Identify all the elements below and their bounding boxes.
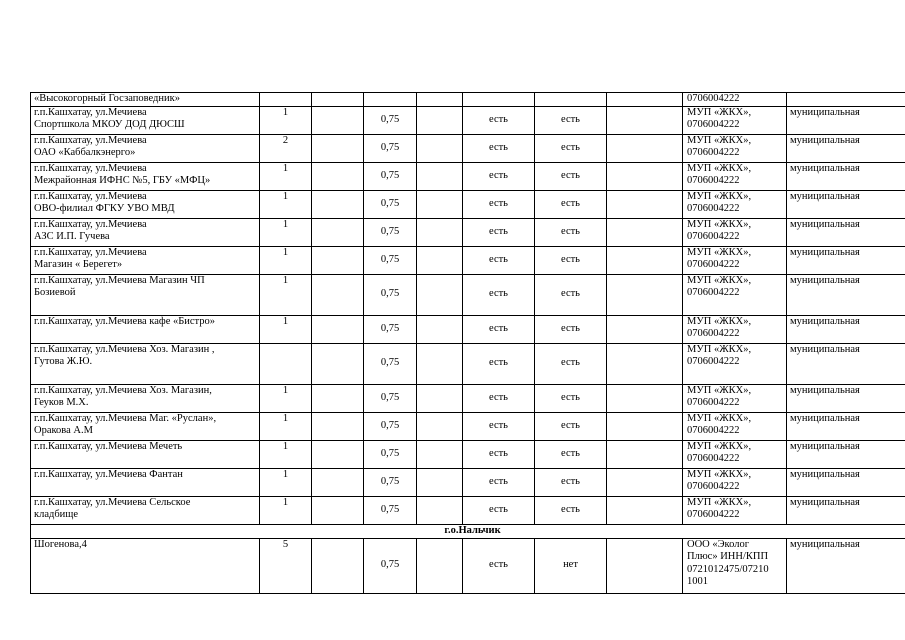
ownership-cell: муниципальная <box>787 412 905 440</box>
table-body-nalchik <box>31 538 905 593</box>
availability-cell: есть <box>463 134 535 162</box>
availability-cell: есть <box>535 496 607 524</box>
empty-cell <box>312 412 364 440</box>
table-row <box>31 246 905 274</box>
empty-cell <box>417 440 463 468</box>
empty-cell <box>312 162 364 190</box>
empty-cell <box>607 496 683 524</box>
table-body-kashkhatau <box>31 93 905 525</box>
empty-cell <box>312 468 364 496</box>
availability-cell: нет <box>535 538 607 593</box>
empty-cell <box>417 412 463 440</box>
empty-cell <box>417 496 463 524</box>
count-cell: 1 <box>260 190 312 218</box>
table-row <box>31 274 905 315</box>
empty-cell <box>607 440 683 468</box>
volume-cell: 0,75 <box>364 134 417 162</box>
availability-cell: есть <box>535 190 607 218</box>
count-cell: 1 <box>260 496 312 524</box>
ownership-cell: муниципальная <box>787 134 905 162</box>
table-row <box>31 162 905 190</box>
volume-cell: 0,75 <box>364 162 417 190</box>
availability-cell <box>463 93 535 107</box>
ownership-cell: муниципальная <box>787 538 905 593</box>
availability-cell: есть <box>463 315 535 343</box>
empty-cell <box>607 106 683 134</box>
ownership-cell: муниципальная <box>787 162 905 190</box>
availability-cell: есть <box>463 218 535 246</box>
table-row <box>31 343 905 384</box>
empty-cell <box>607 538 683 593</box>
operator-cell: ООО «Эколог Плюс» ИНН/КПП 0721012475/07210 1001 <box>683 538 787 593</box>
availability-cell: есть <box>463 343 535 384</box>
count-cell <box>260 93 312 107</box>
availability-cell: есть <box>535 106 607 134</box>
empty-cell <box>312 93 364 107</box>
operator-cell: МУП «ЖКХ», 0706004222 <box>683 246 787 274</box>
empty-cell <box>312 134 364 162</box>
empty-cell <box>312 190 364 218</box>
count-cell: 1 <box>260 315 312 343</box>
address-cell: г.п.Кашхатау, ул.Мечиева Сельское кладбище <box>31 496 260 524</box>
ownership-cell: муниципальная <box>787 384 905 412</box>
ownership-cell: муниципальная <box>787 468 905 496</box>
address-cell: г.п.Кашхатау, ул.Мечиева Мечеть <box>31 440 260 468</box>
empty-cell <box>312 246 364 274</box>
table-row <box>31 93 905 107</box>
empty-cell <box>607 343 683 384</box>
address-cell: г.п.Кашхатау, ул.Мечиева ОВО-филиал ФГКУ УВО МВД <box>31 190 260 218</box>
empty-cell <box>312 440 364 468</box>
address-cell: г.п.Кашхатау, ул.Мечиева Маг. «Руслан», Оракова А.М <box>31 412 260 440</box>
count-cell: 1 <box>260 468 312 496</box>
empty-cell <box>417 93 463 107</box>
operator-cell: МУП «ЖКХ», 0706004222 <box>683 440 787 468</box>
empty-cell <box>312 496 364 524</box>
count-cell: 1 <box>260 440 312 468</box>
empty-cell <box>417 134 463 162</box>
ownership-cell: муниципальная <box>787 106 905 134</box>
volume-cell <box>364 93 417 107</box>
availability-cell: есть <box>535 162 607 190</box>
availability-cell: есть <box>535 315 607 343</box>
address-cell: г.п.Кашхатау, ул.Мечиева ОАО «Каббалкэнерго» <box>31 134 260 162</box>
empty-cell <box>417 162 463 190</box>
availability-cell: есть <box>463 496 535 524</box>
table-row <box>31 538 905 593</box>
operator-cell: МУП «ЖКХ», 0706004222 <box>683 134 787 162</box>
empty-cell <box>607 190 683 218</box>
availability-cell: есть <box>535 134 607 162</box>
count-cell: 1 <box>260 246 312 274</box>
table-row <box>31 218 905 246</box>
operator-cell: МУП «ЖКХ», 0706004222 <box>683 190 787 218</box>
empty-cell <box>607 162 683 190</box>
empty-cell <box>417 106 463 134</box>
availability-cell <box>535 93 607 107</box>
empty-cell <box>417 384 463 412</box>
count-cell: 2 <box>260 134 312 162</box>
availability-cell: есть <box>535 218 607 246</box>
operator-cell: МУП «ЖКХ», 0706004222 <box>683 412 787 440</box>
count-cell: 5 <box>260 538 312 593</box>
empty-cell <box>312 538 364 593</box>
empty-cell <box>417 246 463 274</box>
address-cell: г.п.Кашхатау, ул.Мечиева Спортшкола МКОУ ДОД ДЮСШ <box>31 106 260 134</box>
count-cell: 1 <box>260 412 312 440</box>
table-row <box>31 315 905 343</box>
count-cell <box>260 343 312 384</box>
section-title: г.о.Нальчик <box>31 524 905 538</box>
operator-cell: МУП «ЖКХ», 0706004222 <box>683 343 787 384</box>
empty-cell <box>417 468 463 496</box>
table-row <box>31 440 905 468</box>
ownership-cell <box>787 93 905 107</box>
count-cell: 1 <box>260 218 312 246</box>
empty-cell <box>607 218 683 246</box>
availability-cell: есть <box>535 440 607 468</box>
availability-cell: есть <box>463 440 535 468</box>
availability-cell: есть <box>535 384 607 412</box>
empty-cell <box>417 218 463 246</box>
empty-cell <box>417 190 463 218</box>
volume-cell: 0,75 <box>364 190 417 218</box>
table-row <box>31 384 905 412</box>
empty-cell <box>607 315 683 343</box>
ownership-cell: муниципальная <box>787 274 905 315</box>
availability-cell: есть <box>535 343 607 384</box>
availability-cell: есть <box>463 106 535 134</box>
address-cell: г.п.Кашхатау, ул.Мечиева Фантан <box>31 468 260 496</box>
empty-cell <box>607 246 683 274</box>
operator-cell: МУП «ЖКХ», 0706004222 <box>683 218 787 246</box>
empty-cell <box>417 315 463 343</box>
count-cell: 1 <box>260 106 312 134</box>
table-section-nalchik <box>31 524 905 538</box>
volume-cell: 0,75 <box>364 468 417 496</box>
operator-cell: МУП «ЖКХ», 0706004222 <box>683 384 787 412</box>
availability-cell: есть <box>463 468 535 496</box>
address-cell: Шогенова,4 <box>31 538 260 593</box>
empty-cell <box>607 93 683 107</box>
address-cell: г.п.Кашхатау, ул.Мечиева Магазин ЧП Бозиевой <box>31 274 260 315</box>
availability-cell: есть <box>535 246 607 274</box>
empty-cell <box>312 315 364 343</box>
empty-cell <box>607 274 683 315</box>
operator-cell: МУП «ЖКХ», 0706004222 <box>683 162 787 190</box>
table-row <box>31 496 905 524</box>
volume-cell: 0,75 <box>364 274 417 315</box>
section-row <box>31 524 905 538</box>
address-cell: г.п.Кашхатау, ул.Мечиева Хоз. Магазин, Геуков М.Х. <box>31 384 260 412</box>
address-cell: г.п.Кашхатау, ул.Мечиева кафе «Бистро» <box>31 315 260 343</box>
waste-sites-table <box>30 92 905 594</box>
ownership-cell: муниципальная <box>787 246 905 274</box>
empty-cell <box>312 274 364 315</box>
volume-cell: 0,75 <box>364 343 417 384</box>
availability-cell: есть <box>463 384 535 412</box>
empty-cell <box>607 384 683 412</box>
volume-cell: 0,75 <box>364 496 417 524</box>
operator-cell: МУП «ЖКХ», 0706004222 <box>683 274 787 315</box>
operator-cell: МУП «ЖКХ», 0706004222 <box>683 496 787 524</box>
empty-cell <box>312 343 364 384</box>
address-cell: «Высокогорный Госзаповедник» <box>31 93 260 107</box>
availability-cell: есть <box>463 538 535 593</box>
count-cell: 1 <box>260 274 312 315</box>
availability-cell: есть <box>463 274 535 315</box>
availability-cell: есть <box>535 412 607 440</box>
count-cell: 1 <box>260 162 312 190</box>
volume-cell: 0,75 <box>364 440 417 468</box>
availability-cell: есть <box>535 468 607 496</box>
table-row <box>31 190 905 218</box>
table-row <box>31 468 905 496</box>
operator-cell: МУП «ЖКХ», 0706004222 <box>683 106 787 134</box>
empty-cell <box>607 468 683 496</box>
volume-cell: 0,75 <box>364 538 417 593</box>
volume-cell: 0,75 <box>364 315 417 343</box>
empty-cell <box>417 343 463 384</box>
availability-cell: есть <box>463 190 535 218</box>
operator-cell: 0706004222 <box>683 93 787 107</box>
availability-cell: есть <box>463 412 535 440</box>
address-cell: г.п.Кашхатау, ул.Мечиева АЗС И.П. Гучева <box>31 218 260 246</box>
empty-cell <box>312 218 364 246</box>
address-cell: г.п.Кашхатау, ул.Мечиева Межрайонная ИФНС №5, ГБУ «МФЦ» <box>31 162 260 190</box>
empty-cell <box>607 134 683 162</box>
empty-cell <box>312 106 364 134</box>
empty-cell <box>607 412 683 440</box>
availability-cell: есть <box>535 274 607 315</box>
volume-cell: 0,75 <box>364 218 417 246</box>
table-row <box>31 134 905 162</box>
count-cell: 1 <box>260 384 312 412</box>
empty-cell <box>417 274 463 315</box>
table-row <box>31 412 905 440</box>
empty-cell <box>417 538 463 593</box>
operator-cell: МУП «ЖКХ», 0706004222 <box>683 468 787 496</box>
address-cell: г.п.Кашхатау, ул.Мечиева Хоз. Магазин , Гутова Ж.Ю. <box>31 343 260 384</box>
ownership-cell: муниципальная <box>787 315 905 343</box>
ownership-cell: муниципальная <box>787 496 905 524</box>
availability-cell: есть <box>463 162 535 190</box>
ownership-cell: муниципальная <box>787 190 905 218</box>
ownership-cell: муниципальная <box>787 218 905 246</box>
operator-cell: МУП «ЖКХ», 0706004222 <box>683 315 787 343</box>
volume-cell: 0,75 <box>364 412 417 440</box>
table-row <box>31 106 905 134</box>
empty-cell <box>312 384 364 412</box>
ownership-cell: муниципальная <box>787 440 905 468</box>
address-cell: г.п.Кашхатау, ул.Мечиева Магазин « Берегет» <box>31 246 260 274</box>
ownership-cell: муниципальная <box>787 343 905 384</box>
volume-cell: 0,75 <box>364 384 417 412</box>
volume-cell: 0,75 <box>364 106 417 134</box>
volume-cell: 0,75 <box>364 246 417 274</box>
availability-cell: есть <box>463 246 535 274</box>
